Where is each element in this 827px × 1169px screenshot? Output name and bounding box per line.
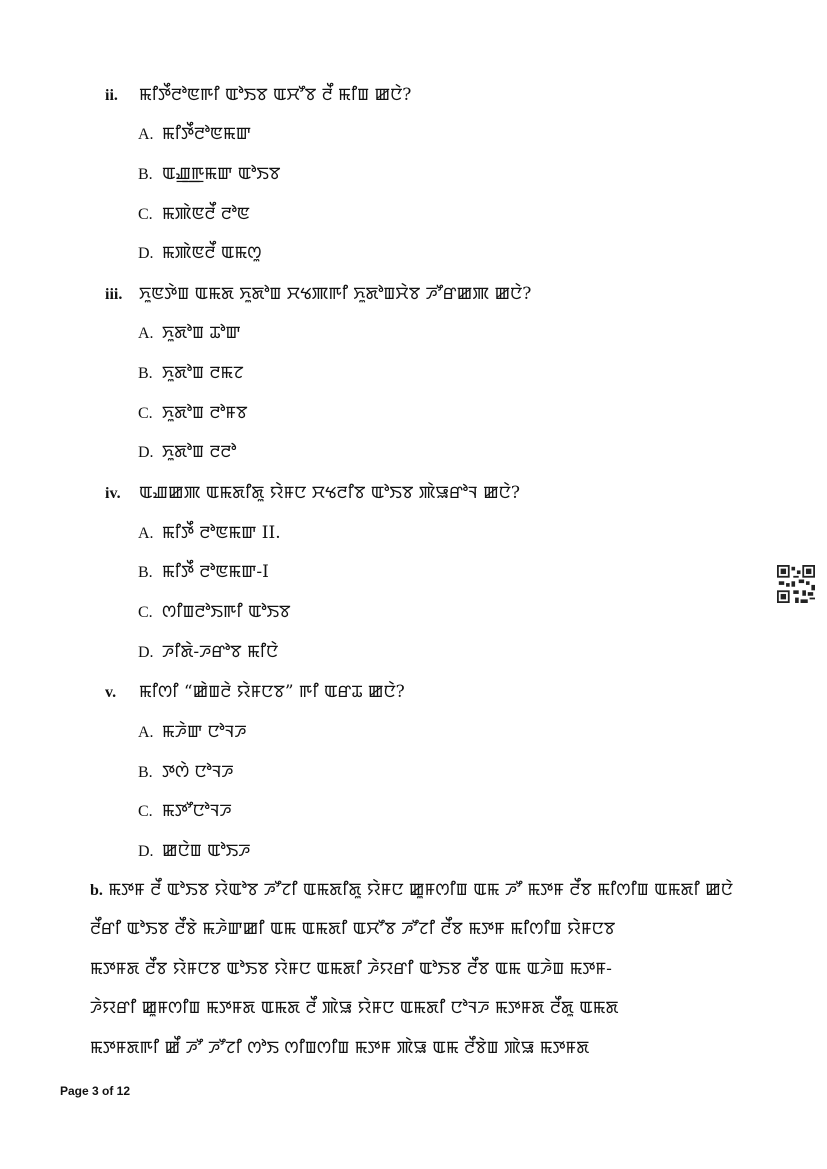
question-text: ꯃꯤꯇꯩꯂꯣꯟꯒꯤ ꯑꯣꯏꯕ ꯑꯆꯧꯕ ꯂꯩ ꯃꯤꯡ ꯀꯅꯥ? [139,85,412,105]
option-letter: B. [138,365,153,382]
option-text: ꯃꯤꯇꯩ ꯂꯣꯟꯃꯛ-I [162,562,269,582]
option-text: ꯃꯤꯇꯩ ꯂꯣꯟꯃꯛ II. [162,523,281,543]
question-number: iv. [105,485,121,502]
option-text: ꯁꯤꯡꯂꯣꯏꯒꯤ ꯑꯣꯏꯕ [162,602,291,622]
question-text: ꯃꯤꯁꯤ “ꯀꯥꯡꯂꯥ ꯌꯥꯝꯅꯕ” ꯒꯤ ꯑꯔꯊ ꯀꯅꯥ? [139,682,405,702]
option-letter: C. [138,604,153,621]
question-number: iii. [105,286,123,303]
option-a [138,123,251,146]
option-letter: A. [138,325,154,342]
option-letter: B. [138,166,153,183]
question-number: v. [105,684,117,701]
option-text: ꯃꯄꯥꯟꯂꯩ ꯂꯣꯟ [162,204,250,224]
option-text: ꯈꯨꯗꯣꯡ ꯊꯣꯛ [162,323,241,343]
option-letter: A. [138,525,154,542]
option-letter: D. [138,444,154,461]
paragraph-label: b. [90,882,103,899]
option-d [138,441,236,464]
option-letter: A. [138,126,154,143]
option-letter: B. [138,564,153,581]
question-text: ꯈꯨꯟꯇꯥꯡ ꯑꯃꯗ ꯈꯨꯗꯣꯡ ꯆꯠꯄꯒꯤ ꯈꯨꯗꯣꯡꯆꯥꯕ ꯍꯧꯔꯀꯄ ꯀꯅꯥ? [139,284,532,304]
option-text: ꯃꯇꯧꯅꯣꯜꯍ [162,801,232,821]
paragraph-line-text: ꯃꯇꯝ ꯂꯩ ꯑꯣꯏꯕ ꯌꯥꯑꯣꯕ ꯍꯧꯖꯤ ꯑꯃꯗꯤꯗꯨ ꯌꯥꯝꯅ ꯀꯨꯝꯁꯤꯡ ꯑꯃ ꯍꯧ ꯃꯇꯝ ꯂꯩꯕ ꯃꯤꯁꯤꯡ ꯑꯃꯗꯤ ꯀꯅꯥ [108,880,733,900]
option-text: ꯃꯤꯇꯩꯂꯣꯟꯃꯛ [162,124,251,144]
question-text: ꯑꯉꯀꯄ ꯑꯃꯗꯤꯗꯨ ꯌꯥꯝꯅ ꯆꯠꯂꯤꯕ ꯑꯣꯏꯕ ꯄꯥꯎꯔꯣꯜ ꯀꯅꯥ? [139,483,520,503]
option-text: ꯈꯨꯗꯣꯡ ꯂꯂꯣ [162,442,237,462]
option-text: ꯍꯤꯗꯥ-ꯍꯔꯣꯕ ꯃꯤꯅꯥ [162,642,279,662]
option-letter: D. [138,843,154,860]
paragraph-line: ꯃꯇꯝꯗꯒꯤ ꯀꯩ ꯍꯧ ꯍꯧꯖꯤ ꯁꯣꯏ ꯁꯤꯡꯁꯤꯡ ꯃꯇꯝ ꯄꯥꯎ ꯑꯃ ꯂꯩꯕꯥꯡ ꯄꯥꯎ ꯃꯇꯝꯗ [90,1038,590,1058]
paragraph-line [90,878,733,901]
option-c [138,203,250,226]
option-a [138,322,241,345]
question-iii [105,283,531,306]
option-text: ꯃꯍꯥꯛ ꯅꯣꯜꯍ [162,722,247,742]
option-letter: D. [138,644,154,661]
option-d [138,641,278,664]
page-number: Page 3 of 12 [60,1084,131,1098]
option-letter: D. [138,245,154,262]
option-text: ꯈꯨꯗꯣꯡ ꯂꯣꯝꯕ [162,403,248,423]
option-letter: A. [138,724,154,741]
option-text: ꯑꯉ꯭ꯒꯃꯛ ꯑꯣꯏꯕ [162,164,281,184]
option-c [138,402,248,425]
option-c [138,601,291,624]
option-text: ꯇꯁꯥ ꯅꯣꯜꯍ [162,762,234,782]
option-d [138,242,261,265]
question-v [105,681,405,704]
option-text: ꯃꯄꯥꯟꯂꯩ ꯑꯃꯁꯨ [162,243,262,263]
option-a [138,721,247,744]
option-b [138,561,269,584]
option-letter: B. [138,764,153,781]
option-letter: C. [138,803,153,820]
option-b [138,362,244,385]
option-c [138,800,232,823]
question-number: ii. [105,87,118,104]
question-iv [105,482,520,505]
option-b [138,761,234,784]
option-letter: C. [138,206,153,223]
option-text: ꯀꯅꯥꯡ ꯑꯣꯏꯍ [162,841,251,861]
paragraph-line: ꯃꯇꯝꯗ ꯂꯩꯕ ꯌꯥꯝꯅꯕ ꯑꯣꯏꯕ ꯌꯥꯝꯅ ꯑꯃꯗꯤ ꯍꯥꯌꯔꯤ ꯑꯣꯏꯕ ꯂꯩꯕ ꯑꯃ ꯑꯍꯥꯡ ꯃꯇꯝ- [90,959,612,979]
option-text: ꯈꯨꯗꯣꯡ ꯂꯃꯖ [162,363,244,383]
option-a [138,522,281,545]
option-letter: C. [138,405,153,422]
question-ii [105,84,411,107]
paragraph-line: ꯍꯥꯌꯔꯤ ꯀꯨꯝꯁꯤꯡ ꯃꯇꯝꯗ ꯑꯃꯗ ꯂꯩ ꯄꯥꯎ ꯌꯥꯝꯅ ꯑꯃꯗꯤ ꯅꯣꯜꯍ ꯃꯇꯝꯗ ꯂꯩꯗꯨ ꯑꯃꯗ [90,998,619,1018]
paragraph-line: ꯂꯩꯔꯤ ꯑꯣꯏꯕ ꯂꯩꯕꯥ ꯃꯍꯥꯛꯀꯤ ꯑꯃ ꯑꯃꯗꯤ ꯑꯆꯧꯕ ꯍꯧꯖꯤ ꯂꯩꯕ ꯃꯇꯝ ꯃꯤꯁꯤꯡ ꯌꯥꯝꯅꯕ [90,919,616,939]
option-d [138,840,250,863]
option-b [138,163,280,186]
qr-code-icon [777,565,815,603]
